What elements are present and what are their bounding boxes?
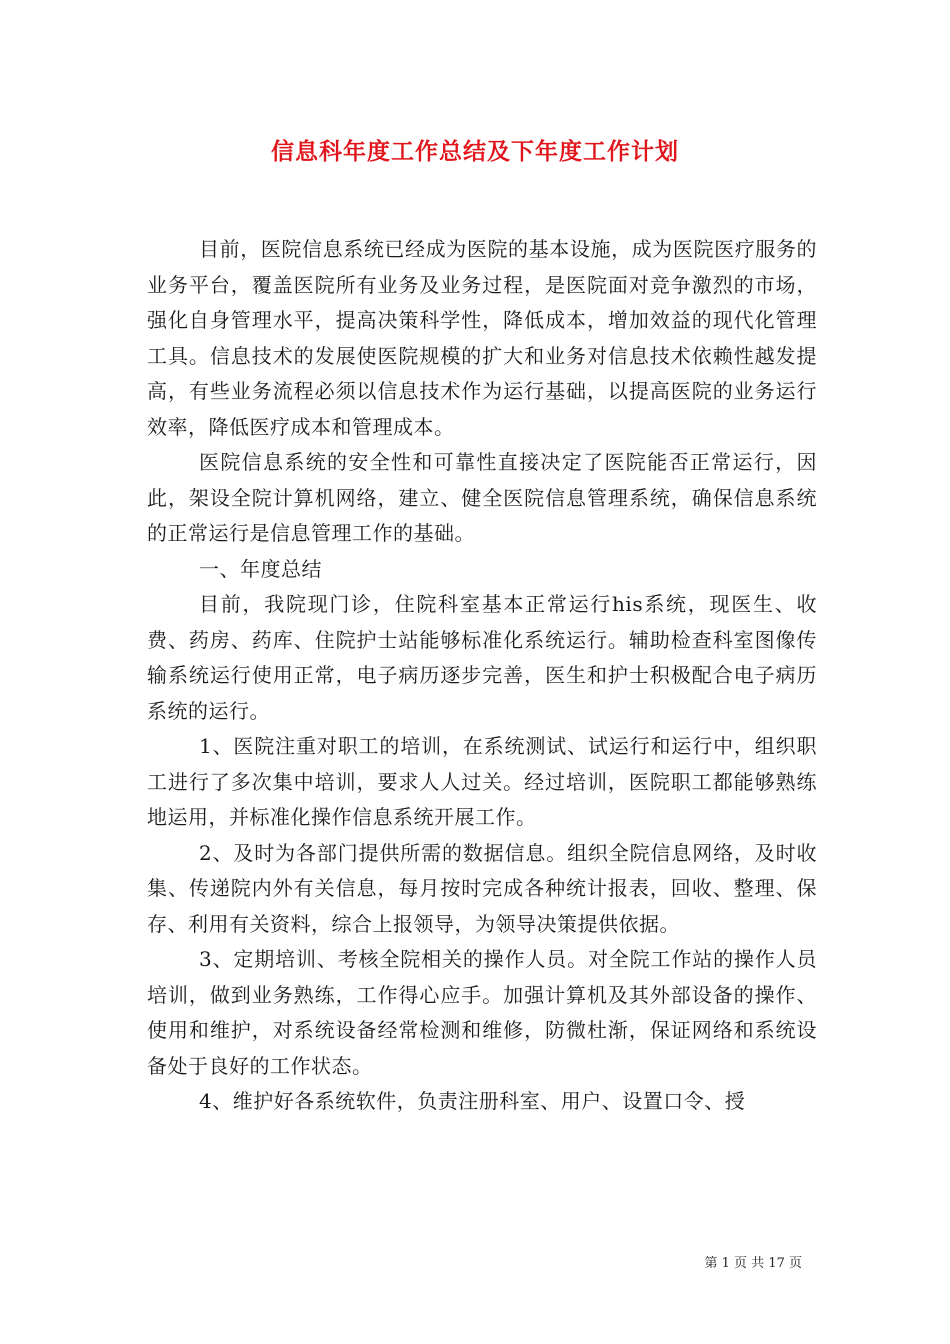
paragraph-item-1: 1、医院注重对职工的培训，在系统测试、试运行和运行中，组织职工进行了多次集中培训，要求人人过关。经过培训，医院职工都能够熟练地运用，并标准化操作信息系统开展工作。 — [147, 734, 817, 829]
document-body — [147, 232, 817, 1120]
paragraph-item-3: 3、定期培训、考核全院相关的操作人员。对全院工作站的操作人员培训，做到业务熟练，工作得心应手。加强计算机及其外部设备的操作、使用和维护，对系统设备经常检测和维修，防微杜渐，保证网络和系统设备处于良好的工作状态。 — [147, 947, 817, 1078]
paragraph-security: 医院信息系统的安全性和可靠性直接决定了医院能否正常运行，因此，架设全院计算机网络，建立、健全医院信息管理系统，确保信息系统的正常运行是信息管理工作的基础。 — [147, 450, 817, 545]
paragraph-intro: 目前，医院信息系统已经成为医院的基本设施，成为医院医疗服务的业务平台，覆盖医院所有业务及业务过程，是医院面对竞争激烈的市场，强化自身管理水平，提高决策科学性，降低成本，增加效益的现代化管理工具。信息技术的发展使医院规模的扩大和业务对信息技术依赖性越发提高，有些业务流程必须以信息技术作为运行基础，以提高医院的业务运行效率，降低医疗成本和管理成本。 — [147, 237, 817, 439]
paragraph-item-2: 2、及时为各部门提供所需的数据信息。组织全院信息网络，及时收集、传递院内外有关信息，每月按时完成各种统计报表，回收、整理、保存、利用有关资料，综合上报领导，为领导决策提供依据。 — [147, 840, 817, 936]
page-footer: 第 1 页 共 17 页 — [704, 1256, 802, 1271]
section-heading-annual-summary: 一、年度总结 — [199, 556, 322, 581]
paragraph-item-4: 4、维护好各系统软件，负责注册科室、用户、设置口令、授 — [199, 1089, 746, 1113]
paragraph-current-status: 目前，我院现门诊，住院科室基本正常运行his系统，现医生、收费、药房、药库、住院护士站能够标准化系统运行。辅助检查科室图像传输系统运行使用正常，电子病历逐步完善，医生和护士积极配合电子病历系统的运行。 — [147, 592, 817, 723]
document-title: 信息科年度工作总结及下年度工作计划 — [271, 139, 679, 165]
